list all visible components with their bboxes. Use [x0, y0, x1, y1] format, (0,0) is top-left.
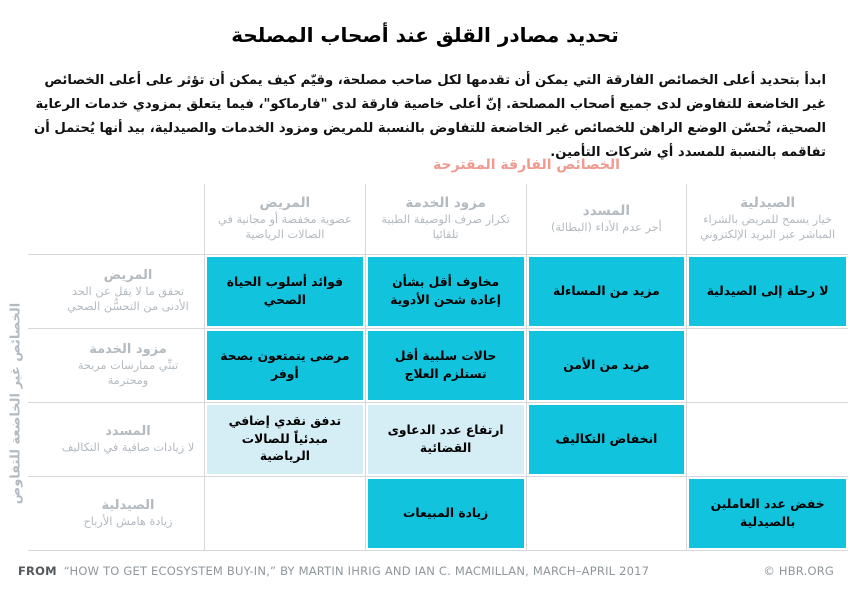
matrix-cell — [205, 255, 366, 329]
matrix-cell — [366, 477, 527, 551]
column-subtitle: تكرار صرف الوصيفة الطبية تلقائيا — [381, 213, 510, 241]
matrix-cell — [687, 255, 848, 329]
matrix-cell — [366, 255, 527, 329]
cell-text: مزيد من المساءلة — [529, 257, 685, 326]
column-header-payer — [527, 184, 688, 255]
cell-text — [689, 405, 846, 474]
column-name: مزود الخدمة — [405, 195, 486, 212]
cell-text: مرضى يتمتعون بصحة أوفر — [207, 331, 363, 400]
matrix-cell — [366, 329, 527, 403]
row-subtitle: زيادة هامش الأرباح — [83, 514, 173, 528]
column-header-patient — [205, 184, 366, 255]
footer-citation — [18, 564, 649, 578]
matrix-corner — [28, 184, 205, 255]
column-subtitle: خيار يسمح للمريض بالشراء المباشر عبر البريد الإلكتروني — [700, 213, 836, 241]
column-subtitle: أجر عدم الأداء (البطالة) — [550, 220, 662, 234]
matrix-cell — [205, 403, 366, 477]
matrix-cell — [687, 477, 848, 551]
matrix-cell — [366, 403, 527, 477]
row-subtitle: تحقق ما لا يقل عن الحد الأدنى من التحسُّن الصحي — [67, 285, 189, 313]
columns-axis-title: الخصائص الفارقة المقترحة — [433, 157, 620, 173]
cell-text: انخفاض التكاليف — [529, 405, 685, 474]
page-title: تحديد مصادر القلق عند أصحاب المصلحة — [231, 23, 619, 48]
footer-copyright: © HBR.ORG — [763, 564, 834, 578]
cell-text: مخاوف أقل بشأن إعادة شحن الأدوية — [368, 257, 524, 326]
matrix-cell — [205, 329, 366, 403]
column-header-pharmacy — [687, 184, 848, 255]
row-header-pharmacy — [28, 477, 205, 551]
cell-text: خفض عدد العاملين بالصيدلية — [689, 479, 846, 548]
cell-text: مزيد من الأمن — [529, 331, 685, 400]
row-name: الصيدلية — [101, 497, 155, 513]
matrix-cell — [527, 255, 688, 329]
cell-text: زيادة المبيعات — [368, 479, 524, 548]
column-header-provider — [366, 184, 527, 255]
matrix-cell — [527, 403, 688, 477]
row-header-payer — [28, 403, 205, 477]
matrix-cell — [205, 477, 366, 551]
cell-text: تدفق نقدي إضافي مبدئياً للصالات الرياضية — [207, 405, 363, 474]
matrix-cell — [687, 403, 848, 477]
cell-text — [689, 331, 846, 400]
rows-axis-title-text: الخصائص غير الخاضعة للتفاوض — [8, 302, 24, 504]
row-name: مزود الخدمة — [89, 342, 167, 358]
intro-paragraph: ابدأ بتحديد أعلى الخصائص الفارقة التي يمكن أن تقدمها لكل صاحب مصلحة، وقيّم كيف يمكن أن تؤثر على أعلى الخصائص غير الخاضعة للتفاوض لدى جميع أصحاب المصلحة. إنّ أعلى خاصية فارقة لدى "فارماكو"، فيما يتعلق بمزودي خدمات الرعاية الصحية، تُحسّن الوضع الراهن للخصائص غير الخاضعة للتفاوض بالنسبة للمريض ومزود الخدمات والصيدلية، بيد أنها يُحتمل أن تفاقمه بالنسبة للمسدد أي شركات التأمين. — [34, 73, 826, 161]
matrix-cell — [527, 477, 688, 551]
row-name: المريض — [103, 268, 153, 284]
cell-text: فوائد أسلوب الحياة الصحي — [207, 257, 363, 326]
row-subtitle: لا زيادات صافية في التكاليف — [61, 440, 195, 454]
column-subtitle: عضوية مخفضة أو مجانية في الصالات الرياضية — [218, 213, 352, 241]
row-header-patient — [28, 255, 205, 329]
cell-text: لا رحلة إلى الصيدلية — [689, 257, 846, 326]
footer — [18, 564, 834, 578]
matrix-grid — [28, 184, 848, 551]
matrix-cell — [527, 329, 688, 403]
cell-text: حالات سلبية أقل تستلزم العلاج — [368, 331, 524, 400]
column-name: المسدد — [582, 202, 630, 219]
row-name: المسدد — [105, 423, 151, 439]
row-subtitle: تبنِّي ممارسات مربحة ومحترمة — [77, 359, 179, 387]
matrix-cell — [687, 329, 848, 403]
cell-text — [207, 479, 363, 548]
cell-text: ارتفاع عدد الدعاوى القضائية — [368, 405, 524, 474]
row-header-provider — [28, 329, 205, 403]
footer-from-label: FROM — [18, 564, 57, 578]
column-name: المريض — [259, 195, 311, 212]
footer-citation-text: “HOW TO GET ECOSYSTEM BUY-IN,” BY MARTIN IHRIG AND IAN C. MACMILLAN, MARCH–APRIL 2017 — [63, 564, 650, 578]
column-name: الصيدلية — [740, 195, 796, 212]
cell-text — [529, 479, 685, 548]
